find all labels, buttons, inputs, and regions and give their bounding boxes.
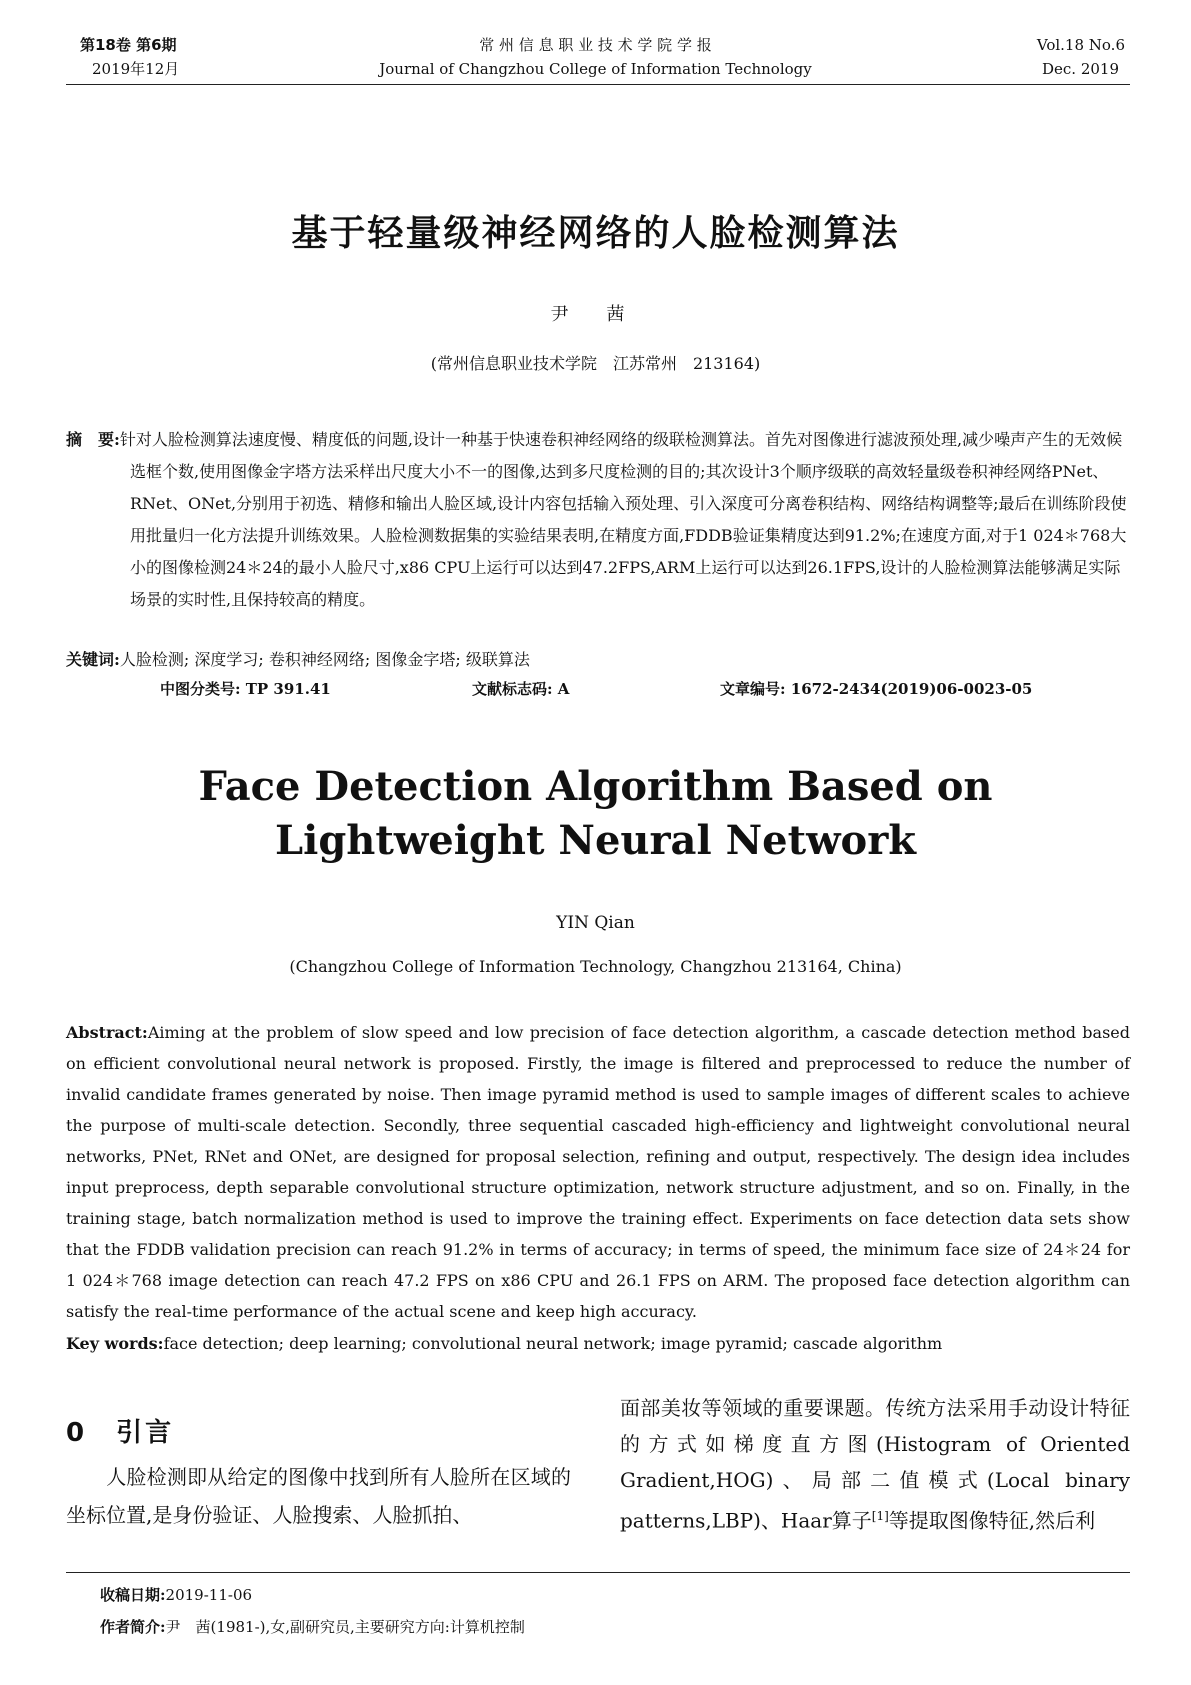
author-cn: 尹 茜 bbox=[550, 304, 641, 325]
keywords-cn-text: 人脸检测; 深度学习; 卷积神经网络; 图像金字塔; 级联算法 bbox=[119, 650, 530, 669]
footnote-bio bbox=[100, 1616, 525, 1637]
header-rule bbox=[66, 84, 1130, 85]
abstract-cn-text: 针对人脸检测算法速度慢、精度低的问题,设计一种基于快速卷积神经网络的级联检测算法。首先对图像进行滤波预处理,减少噪声产生的无效候选框个数,使用图像金字塔方法采样出尺度大小不一的图像,达到多尺度检测的目的;其次设计3个顺序级联的高效轻量级卷积神经网络PNet、RNet、ONet,分别用于初选、精修和输出人脸区域,设计内容包括输入预处理、引入深度可分离卷积结构、网络结构调整等;最后在训练阶段使用批量归一化方法提升训练效果。人脸检测数据集的实验结果表明,在精度方面,FDDB验证集精度达到91.2%;在速度方面,对于1 024＊768大小的图像检测24＊24的最小人脸尺寸,x86 CPU上运行可以达到47.2FPS,ARM上运行可以达到26.1FPS,设计的人脸检测算法能够满足实际场景的实时性,且保持较高的精度。 bbox=[119, 430, 1127, 609]
received-label: 收稿日期: bbox=[100, 1586, 166, 1604]
abstract-en-text: Aiming at the problem of slow speed and low precision of face detection algorithm, a cascade detection method based on efficient convolutional neural network is proposed. Firstly, the image is filtered and preprocessed to reduce the number of invalid candidate frames generated by noise. Then image pyramid method is used to sample images of different scales to achieve the purpose of multi-scale detection. Secondly, three sequential cascaded high-efficiency and lightweight convolutional neural networks, PNet, RNet and ONet, are designed for proposal selection, refining and output, respectively. The design idea includes input preprocess, depth separable convolutional structure optimization, network structure adjustment, and so on. Finally, in the training stage, batch normalization method is used to improve the training effect. Experiments on face detection data sets show that the FDDB validation precision can reach 91.2% in terms of accuracy; in terms of speed, the minimum face size of 24＊24 for 1 024＊768 image detection can reach 47.2 FPS on x86 CPU and 26.1 FPS on ARM. The proposed face detection algorithm can satisfy the real-time performance of the actual scene and keep high accuracy. bbox=[66, 1023, 1130, 1321]
title-en-line1: Face Detection Algorithm Based on bbox=[198, 763, 993, 810]
keywords-en bbox=[66, 1328, 1130, 1359]
title-en-line2: Lightweight Neural Network bbox=[275, 817, 916, 864]
body-column-left bbox=[66, 1458, 571, 1534]
clc-number: 中图分类号: TP 391.41 bbox=[160, 680, 331, 698]
abstract-en-label: Abstract: bbox=[66, 1023, 148, 1042]
header-journal-cn: 常 州 信 息 职 业 技 术 学 院 学 报 bbox=[479, 36, 712, 54]
abstract-cn-label: 摘 要: bbox=[66, 430, 120, 449]
section-heading: 0 引言 bbox=[66, 1418, 175, 1448]
abstract-cn bbox=[66, 424, 1130, 616]
header-date-cn: 2019年12月 bbox=[92, 60, 180, 78]
footnote-received bbox=[100, 1584, 252, 1605]
footnote-rule bbox=[66, 1572, 1130, 1573]
body-left-text: 人脸检测即从给定的图像中找到所有人脸所在区域的坐标位置,是身份验证、人脸搜索、人脸抓拍、 bbox=[66, 1465, 571, 1527]
keywords-cn-label: 关键词: bbox=[66, 650, 120, 669]
body-right-text-a: 面部美妆等领域的重要课题。传统方法采用手动设计特征的方式如梯度直方图(Histogram of Oriented Gradient,HOG)、局部二值模式(Local binary patterns,LBP)、Haar算子 bbox=[620, 1396, 1130, 1533]
header-volume-cn: 第18卷 第6期 bbox=[80, 36, 177, 54]
received-value: 2019-11-06 bbox=[165, 1586, 253, 1604]
body-right-text-b: 等提取图像特征,然后利 bbox=[888, 1508, 1096, 1533]
header-journal-en: Journal of Changzhou College of Information Technology bbox=[379, 60, 812, 78]
header-date-en: Dec. 2019 bbox=[1041, 60, 1119, 78]
body-column-right bbox=[620, 1390, 1130, 1539]
keywords-cn bbox=[66, 644, 1130, 676]
keywords-en-label: Key words: bbox=[66, 1334, 164, 1353]
document-code: 文献标志码: A bbox=[472, 680, 570, 698]
title-cn: 基于轻量级神经网络的人脸检测算法 bbox=[291, 213, 900, 254]
keywords-en-text: face detection; deep learning; convolutional neural network; image pyramid; cascade algorithm bbox=[163, 1334, 943, 1353]
article-number: 文章编号: 1672-2434(2019)06-0023-05 bbox=[720, 680, 1033, 698]
abstract-en bbox=[66, 1017, 1130, 1327]
affiliation-en: (Changzhou College of Information Technology, Changzhou 213164, China) bbox=[289, 957, 902, 976]
title-en bbox=[0, 760, 1191, 868]
header-volume-en: Vol.18 No.6 bbox=[1036, 36, 1125, 54]
author-en: YIN Qian bbox=[556, 913, 635, 933]
bio-label: 作者简介: bbox=[100, 1618, 166, 1636]
affiliation-cn: (常州信息职业技术学院 江苏常州 213164) bbox=[430, 354, 761, 373]
citation-ref[interactable]: [1] bbox=[871, 1509, 889, 1523]
bio-value: 尹 茜(1981-),女,副研究员,主要研究方向:计算机控制 bbox=[165, 1618, 525, 1636]
